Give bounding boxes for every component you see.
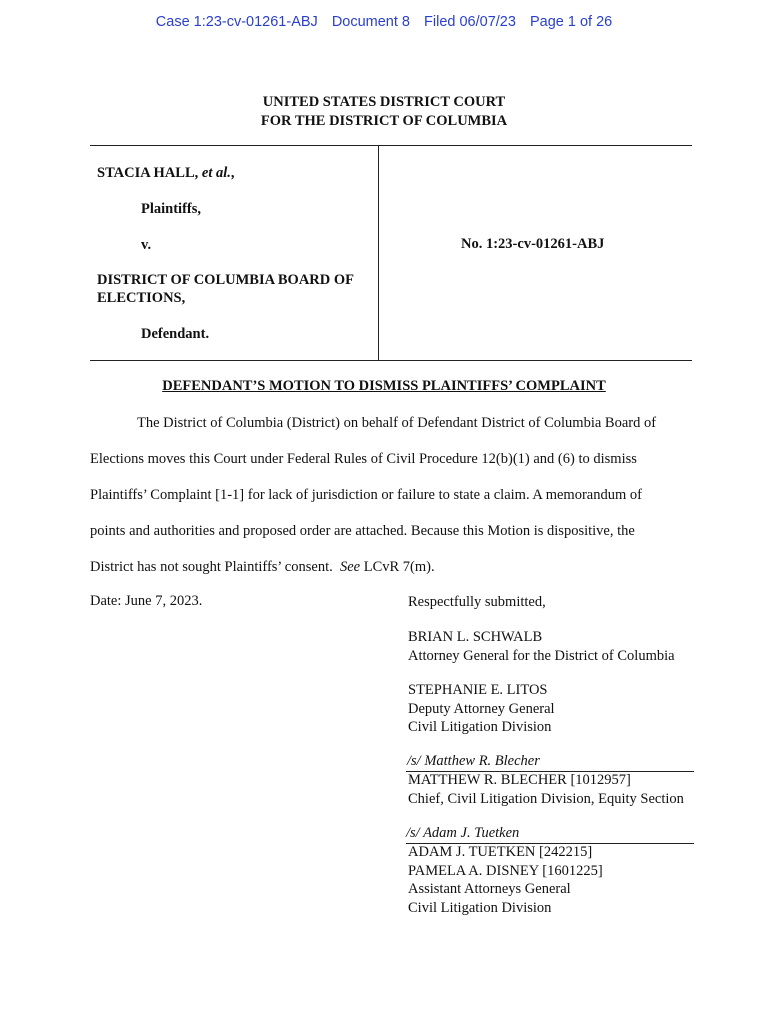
signature-tuetken: /s/ Adam J. Tuetken	[406, 825, 520, 841]
attorney-general-title: Attorney General for the District of Columbia	[408, 647, 675, 664]
assistant-ag-name-2: PAMELA A. DISNEY [1601225]	[408, 862, 603, 879]
court-district: FOR THE DISTRICT OF COLUMBIA	[260, 113, 508, 129]
case-number-stamp: Case 1:23-cv-01261-ABJ	[155, 14, 318, 30]
attorney-general-name: BRIAN L. SCHWALB	[408, 629, 543, 645]
defendant-role: Defendant.	[141, 326, 210, 342]
motion-body	[90, 405, 692, 585]
date-line: Date: June 7, 2023.	[90, 593, 203, 609]
body-line: District has not sought Plaintiffs’ consent. See LCvR 7(m).	[90, 559, 435, 575]
caption-divider	[378, 146, 379, 360]
defendant-name-line1: DISTRICT OF COLUMBIA BOARD OF	[97, 272, 355, 288]
plaintiff-role: Plaintiffs,	[141, 201, 202, 217]
versus: v.	[141, 237, 152, 253]
deputy-ag-title: Deputy Attorney General	[408, 700, 555, 717]
deputy-ag-division: Civil Litigation Division	[408, 719, 552, 735]
assistant-ag-title: Assistant Attorneys General	[408, 881, 571, 897]
body-line: Elections moves this Court under Federal Rules of Civil Procedure 12(b)(1) and (6) to dismiss	[90, 451, 637, 467]
see-signal: See	[339, 559, 361, 575]
motion-title: DEFENDANT’S MOTION TO DISMISS PLAINTIFFS’ COMPLAINT	[162, 378, 606, 394]
chief-name: MATTHEW R. BLECHER [1012957]	[408, 772, 631, 788]
deputy-ag-block	[408, 681, 555, 737]
ecf-header	[0, 14, 768, 30]
assistant-ag-block	[408, 843, 603, 917]
assistant-ag-division: Civil Litigation Division	[408, 899, 552, 916]
court-name: UNITED STATES DISTRICT COURT	[262, 94, 506, 110]
deputy-ag-name: STEPHANIE E. LITOS	[408, 682, 548, 698]
et-al: et al.	[201, 165, 231, 181]
document-number-stamp: Document 8	[331, 14, 410, 30]
body-line: Plaintiffs’ Complaint [1-1] for lack of jurisdiction or failure to state a claim. A memorandum of	[90, 487, 642, 503]
defendant-name-line2: ELECTIONS,	[97, 290, 186, 306]
chief-block	[408, 771, 684, 808]
plaintiff-name: STACIA HALL, et al.,	[97, 165, 235, 181]
page-count-stamp: Page 1 of 26	[529, 14, 613, 30]
signature-blecher: /s/ Matthew R. Blecher	[407, 753, 540, 769]
chief-title: Chief, Civil Litigation Division, Equity Section	[408, 790, 684, 807]
case-caption	[90, 145, 692, 361]
body-line: The District of Columbia (District) on behalf of Defendant District of Columbia Board of	[137, 415, 657, 431]
body-line: points and authorities and proposed order are attached. Because this Motion is dispositive, the	[90, 523, 635, 539]
case-number: No. 1:23-cv-01261-ABJ	[461, 236, 605, 252]
filed-date-stamp: Filed 06/07/23	[424, 14, 516, 30]
court-heading	[0, 93, 768, 131]
assistant-ag-name-1: ADAM J. TUETKEN [242215]	[408, 844, 593, 860]
attorney-general-block	[408, 628, 675, 665]
closing: Respectfully submitted,	[408, 594, 546, 610]
